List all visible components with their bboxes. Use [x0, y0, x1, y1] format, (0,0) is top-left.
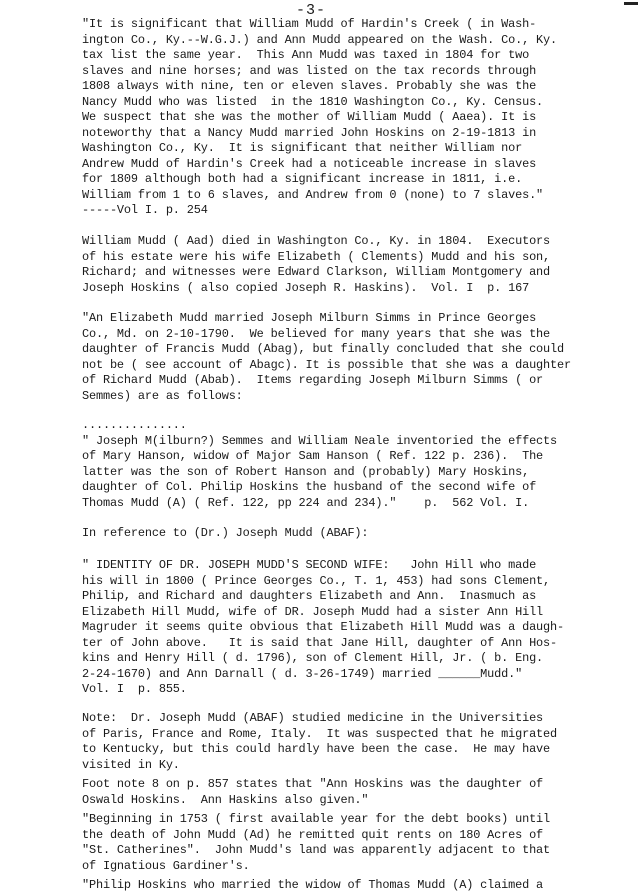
text-line: of Ignatious Gardiner's.: [82, 858, 250, 873]
text-line: William from 1 to 6 slaves, and Andrew from 0 (none) to 7 slaves.": [82, 187, 544, 202]
text-line: "St. Catherines". John Mudd's land was apparently adjacent to that: [82, 843, 551, 857]
text-line: " IDENTITY OF DR. JOSEPH MUDD'S SECOND WIFE: John Hill who made: [82, 558, 537, 572]
text-line: Note: Dr. Joseph Mudd (ABAF) studied medicine in the Universities: [82, 711, 544, 725]
text-line: daughter of Col. Philip Hoskins the husband of the second wife of: [82, 480, 537, 494]
text-line: Philip, and Richard and daughters Elizabeth and Ann. Inasmuch as: [82, 589, 537, 603]
paragraph-note-medicine: [82, 711, 638, 773]
text-line: Oswald Hoskins. Ann Haskins also given.": [82, 792, 369, 807]
text-line: In reference to (Dr.) Joseph Mudd (ABAF):: [82, 526, 369, 540]
paragraph-reference-dr-joseph: [82, 526, 638, 542]
text-line: visited in Ky.: [82, 757, 180, 772]
text-line: his will in 1800 ( Prince Georges Co., T. 1, 453) had sons Clement,: [82, 573, 551, 588]
text-line: -----Vol I. p. 254: [82, 203, 208, 217]
text-line: of Richard Mudd (Abab). Items regarding Joseph Milburn Simms ( or: [82, 373, 544, 387]
paragraph-wash-co-tax-list: [82, 17, 638, 219]
paragraph-foot-note-8: [82, 777, 638, 808]
paragraph-second-wife-identity: [82, 558, 638, 698]
text-line: tax list the same year. This Ann Mudd was taxed in 1804 for two: [82, 48, 530, 62]
text-line: Foot note 8 on p. 857 states that "Ann Hoskins was the daughter of: [82, 777, 544, 791]
text-line: kins and Henry Hill ( d. 1796), son of Clement Hill, Jr. ( b. Eng.: [82, 651, 544, 665]
text-line: latter was the son of Robert Hanson and (probably) Mary Hoskins,: [82, 464, 530, 479]
text-line: "Philip Hoskins who married the widow of Thomas Mudd (A) claimed a: [82, 878, 544, 892]
text-line: We suspect that she was the mother of William Mudd ( Aaea). It is: [82, 110, 537, 124]
text-line: Magruder it seems quite obvious that Elizabeth Hill Mudd was a daugh-: [82, 620, 565, 634]
paragraph-quit-rents: [82, 812, 638, 874]
text-line: 1808 always with nine, ten or eleven slaves. Probably she was the: [82, 79, 537, 93]
text-line: Joseph Hoskins ( also copied Joseph R. Haskins). Vol. I p. 167: [82, 280, 530, 295]
text-line: William Mudd ( Aad) died in Washington Co., Ky. in 1804. Executors: [82, 234, 551, 248]
text-line: Thomas Mudd (A) ( Ref. 122, pp 224 and 234)." p. 562 Vol. I.: [82, 495, 530, 510]
text-line: for 1809 although both had a significant increase in 1811, i.e.: [82, 172, 523, 186]
text-line: to Kentucky, but this could hardly have been the case. He may have: [82, 742, 551, 756]
paragraph-semmes-inventory: [82, 418, 638, 511]
text-line: of Paris, France and Rome, Italy. It was suspected that he migrated: [82, 726, 558, 741]
text-line: daughter of Francis Mudd (Abag), but finally concluded that she could: [82, 342, 565, 356]
text-line: Elizabeth Hill Mudd, wife of DR. Joseph Mudd had a sister Ann Hill: [82, 604, 544, 619]
dotted-separator: ...............: [82, 418, 187, 432]
text-line: "It is significant that William Mudd of Hardin's Creek ( in Wash-: [82, 17, 537, 31]
text-line: the death of John Mudd (Ad) he remitted quit rents on 180 Acres of: [82, 827, 544, 842]
text-line: ter of John above. It is said that Jane Hill, daughter of Ann Hos-: [82, 635, 558, 650]
text-line: 2-24-1670) and Ann Darnall ( d. 3-26-1749) married ______Mudd.": [82, 666, 523, 681]
paragraph-philip-hoskins: [82, 878, 638, 894]
scan-edge-mark: [624, 2, 638, 5]
text-line: Co., Md. on 2-10-1790. We believed for many years that she was the: [82, 326, 551, 341]
text-line: not be ( see account of Abagc). It is possible that she was a daughter: [82, 357, 571, 372]
text-line: slaves and nine horses; and was listed on the tax records through: [82, 63, 537, 78]
text-line: noteworthy that a Nancy Mudd married John Hoskins on 2-19-1813 in: [82, 125, 537, 140]
text-line: Richard; and witnesses were Edward Clarkson, William Montgomery and: [82, 265, 551, 279]
text-line: of his estate were his wife Elizabeth ( Clements) Mudd and his son,: [82, 249, 551, 264]
paragraph-william-mudd-estate: [82, 234, 638, 296]
text-line: "An Elizabeth Mudd married Joseph Milburn Simms in Prince Georges: [82, 311, 537, 325]
text-line: Washington Co., Ky. It is significant that neither William nor: [82, 141, 523, 155]
paragraph-elizabeth-mudd-simms: [82, 311, 638, 404]
text-line: Nancy Mudd who was listed in the 1810 Washington Co., Ky. Census.: [82, 94, 544, 109]
text-line: " Joseph M(ilburn?) Semmes and William Neale inventoried the effects: [82, 433, 558, 448]
text-line: "Beginning in 1753 ( first available year for the debt books) until: [82, 812, 551, 826]
page-number: -3-: [296, 2, 327, 19]
text-line: Vol. I p. 855.: [82, 682, 187, 696]
text-line: ington Co., Ky.--W.G.J.) and Ann Mudd appeared on the Wash. Co., Ky.: [82, 32, 558, 47]
text-line: of Mary Hanson, widow of Major Sam Hanson ( Ref. 122 p. 236). The: [82, 449, 544, 463]
text-line: Semmes) are as follows:: [82, 388, 243, 403]
text-line: Andrew Mudd of Hardin's Creek had a noticeable increase in slaves: [82, 156, 537, 171]
